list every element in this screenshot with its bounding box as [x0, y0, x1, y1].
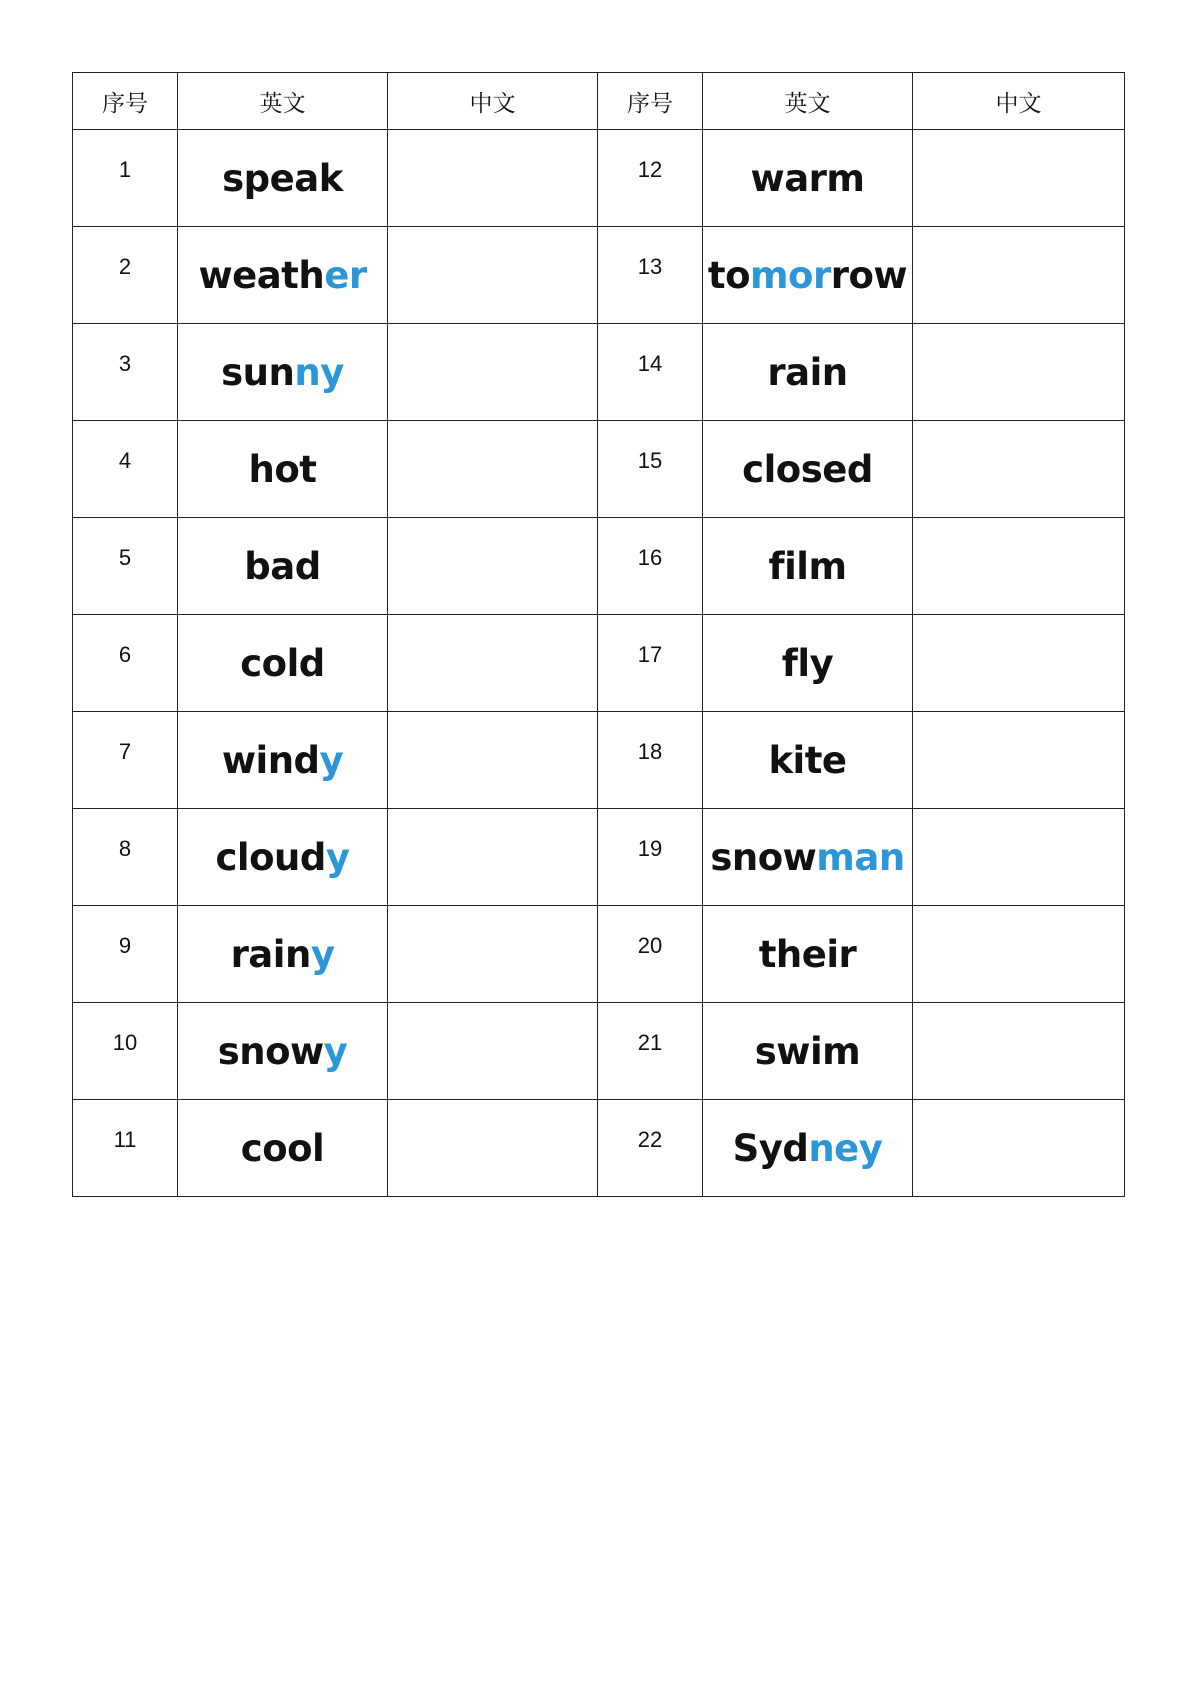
entry-number-text: 3 [118, 351, 132, 376]
word-part: warm [750, 156, 865, 200]
entry-number-right [598, 906, 703, 1003]
word-part: row [830, 253, 908, 297]
english-word-right [703, 615, 913, 712]
entry-number-text: 12 [637, 157, 663, 182]
entry-number-text: 15 [637, 448, 663, 473]
chinese-answer-cell-left[interactable] [388, 518, 598, 615]
chinese-answer-cell-left[interactable] [388, 227, 598, 324]
table-row [73, 1003, 1125, 1100]
entry-number-left [73, 906, 178, 1003]
word-part: hot [248, 447, 317, 491]
word-highlight-part: mor [750, 253, 831, 297]
word-highlight-part: y [323, 1029, 348, 1073]
entry-number-text: 17 [637, 642, 663, 667]
word-part: wind [221, 738, 320, 782]
entry-number-text: 9 [118, 933, 132, 958]
table-row [73, 518, 1125, 615]
entry-number-text: 18 [637, 739, 663, 764]
table-row [73, 906, 1125, 1003]
word-part: snow [710, 835, 817, 879]
chinese-answer-cell-right[interactable] [913, 615, 1125, 712]
english-word-left [178, 130, 388, 227]
word-part: bad [244, 544, 321, 588]
english-word-right [703, 518, 913, 615]
word-highlight-part: er [324, 253, 367, 297]
entry-number-text: 11 [113, 1127, 137, 1152]
table-row [73, 1100, 1125, 1197]
word-part: cool [240, 1126, 325, 1170]
entry-number-left [73, 1100, 178, 1197]
word-part: Syd [732, 1126, 809, 1170]
english-word-left [178, 906, 388, 1003]
entry-number-text: 14 [637, 351, 663, 376]
word-highlight-part: ney [808, 1126, 883, 1170]
english-word-right [703, 130, 913, 227]
chinese-answer-cell-left[interactable] [388, 130, 598, 227]
english-word-left [178, 518, 388, 615]
word-highlight-part: man [816, 835, 905, 879]
word-part: speak [222, 156, 343, 200]
entry-number-text: 2 [118, 254, 132, 279]
entry-number-left [73, 227, 178, 324]
entry-number-left [73, 518, 178, 615]
entry-number-left [73, 421, 178, 518]
entry-number-left [73, 615, 178, 712]
english-word-right [703, 324, 913, 421]
header-num-left: 序号 [73, 73, 178, 130]
chinese-answer-cell-left[interactable] [388, 809, 598, 906]
header-row [73, 73, 1125, 130]
header-english-left: 英文 [178, 73, 388, 130]
english-word-left [178, 615, 388, 712]
entry-number-left [73, 1003, 178, 1100]
english-word-right [703, 227, 913, 324]
word-part: film [768, 544, 847, 588]
word-part: rain [230, 932, 311, 976]
word-highlight-part: y [325, 835, 350, 879]
vocabulary-table [72, 72, 1125, 1197]
entry-number-text: 7 [118, 739, 132, 764]
entry-number-right [598, 421, 703, 518]
entry-number-right [598, 130, 703, 227]
entry-number-text: 8 [118, 836, 132, 861]
english-word-right [703, 1100, 913, 1197]
chinese-answer-cell-right[interactable] [913, 324, 1125, 421]
word-part: cloud [215, 835, 326, 879]
chinese-answer-cell-left[interactable] [388, 1003, 598, 1100]
entry-number-text: 1 [118, 157, 132, 182]
entry-number-text: 22 [637, 1127, 663, 1152]
english-word-left [178, 421, 388, 518]
word-part: kite [768, 738, 847, 782]
english-word-left [178, 1100, 388, 1197]
entry-number-right [598, 809, 703, 906]
table-body [73, 130, 1125, 1197]
word-highlight-part: y [310, 932, 335, 976]
table-row [73, 130, 1125, 227]
entry-number-text: 6 [118, 642, 132, 667]
entry-number-left [73, 809, 178, 906]
chinese-answer-cell-left[interactable] [388, 615, 598, 712]
entry-number-text: 13 [637, 254, 663, 279]
chinese-answer-cell-right[interactable] [913, 130, 1125, 227]
entry-number-right [598, 324, 703, 421]
english-word-right [703, 712, 913, 809]
chinese-answer-cell-left[interactable] [388, 906, 598, 1003]
table-row [73, 227, 1125, 324]
chinese-answer-cell-right[interactable] [913, 518, 1125, 615]
word-part: swim [754, 1029, 861, 1073]
chinese-answer-cell-right[interactable] [913, 906, 1125, 1003]
word-part: sun [221, 350, 295, 394]
entry-number-text: 20 [637, 933, 663, 958]
chinese-answer-cell-right[interactable] [913, 712, 1125, 809]
header-chinese-left: 中文 [388, 73, 598, 130]
word-part: their [758, 932, 857, 976]
entry-number-text: 16 [637, 545, 663, 570]
entry-number-right [598, 1003, 703, 1100]
word-part: cold [240, 641, 325, 685]
header-english-right: 英文 [703, 73, 913, 130]
entry-number-text: 4 [118, 448, 132, 473]
table-row [73, 421, 1125, 518]
entry-number-text: 19 [637, 836, 663, 861]
entry-number-left [73, 712, 178, 809]
chinese-answer-cell-right[interactable] [913, 809, 1125, 906]
english-word-right [703, 809, 913, 906]
english-word-left [178, 324, 388, 421]
chinese-answer-cell-right[interactable] [913, 1100, 1125, 1197]
word-part: fly [781, 641, 834, 685]
entry-number-right [598, 712, 703, 809]
chinese-answer-cell-left[interactable] [388, 1100, 598, 1197]
entry-number-text: 5 [118, 545, 132, 570]
english-word-left [178, 227, 388, 324]
chinese-answer-cell-left[interactable] [388, 421, 598, 518]
entry-number-right [598, 615, 703, 712]
word-highlight-part: ny [294, 350, 344, 394]
table-row [73, 615, 1125, 712]
english-word-right [703, 906, 913, 1003]
chinese-answer-cell-right[interactable] [913, 1003, 1125, 1100]
chinese-answer-cell-right[interactable] [913, 227, 1125, 324]
chinese-answer-cell-left[interactable] [388, 712, 598, 809]
chinese-answer-cell-right[interactable] [913, 421, 1125, 518]
english-word-left [178, 1003, 388, 1100]
word-part: rain [767, 350, 848, 394]
english-word-right [703, 421, 913, 518]
entry-number-text: 10 [112, 1030, 138, 1055]
table-row [73, 809, 1125, 906]
english-word-left [178, 712, 388, 809]
entry-number-left [73, 324, 178, 421]
entry-number-text: 21 [637, 1030, 663, 1055]
table-row [73, 712, 1125, 809]
header-chinese-right: 中文 [913, 73, 1125, 130]
english-word-left [178, 809, 388, 906]
entry-number-right [598, 518, 703, 615]
chinese-answer-cell-left[interactable] [388, 324, 598, 421]
header-num-right: 序号 [598, 73, 703, 130]
word-highlight-part: y [319, 738, 344, 782]
entry-number-left [73, 130, 178, 227]
word-part: snow [217, 1029, 324, 1073]
word-part: to [707, 253, 750, 297]
table-row [73, 324, 1125, 421]
english-word-right [703, 1003, 913, 1100]
entry-number-right [598, 1100, 703, 1197]
entry-number-right [598, 227, 703, 324]
word-part: closed [742, 447, 873, 491]
word-part: weath [198, 253, 325, 297]
